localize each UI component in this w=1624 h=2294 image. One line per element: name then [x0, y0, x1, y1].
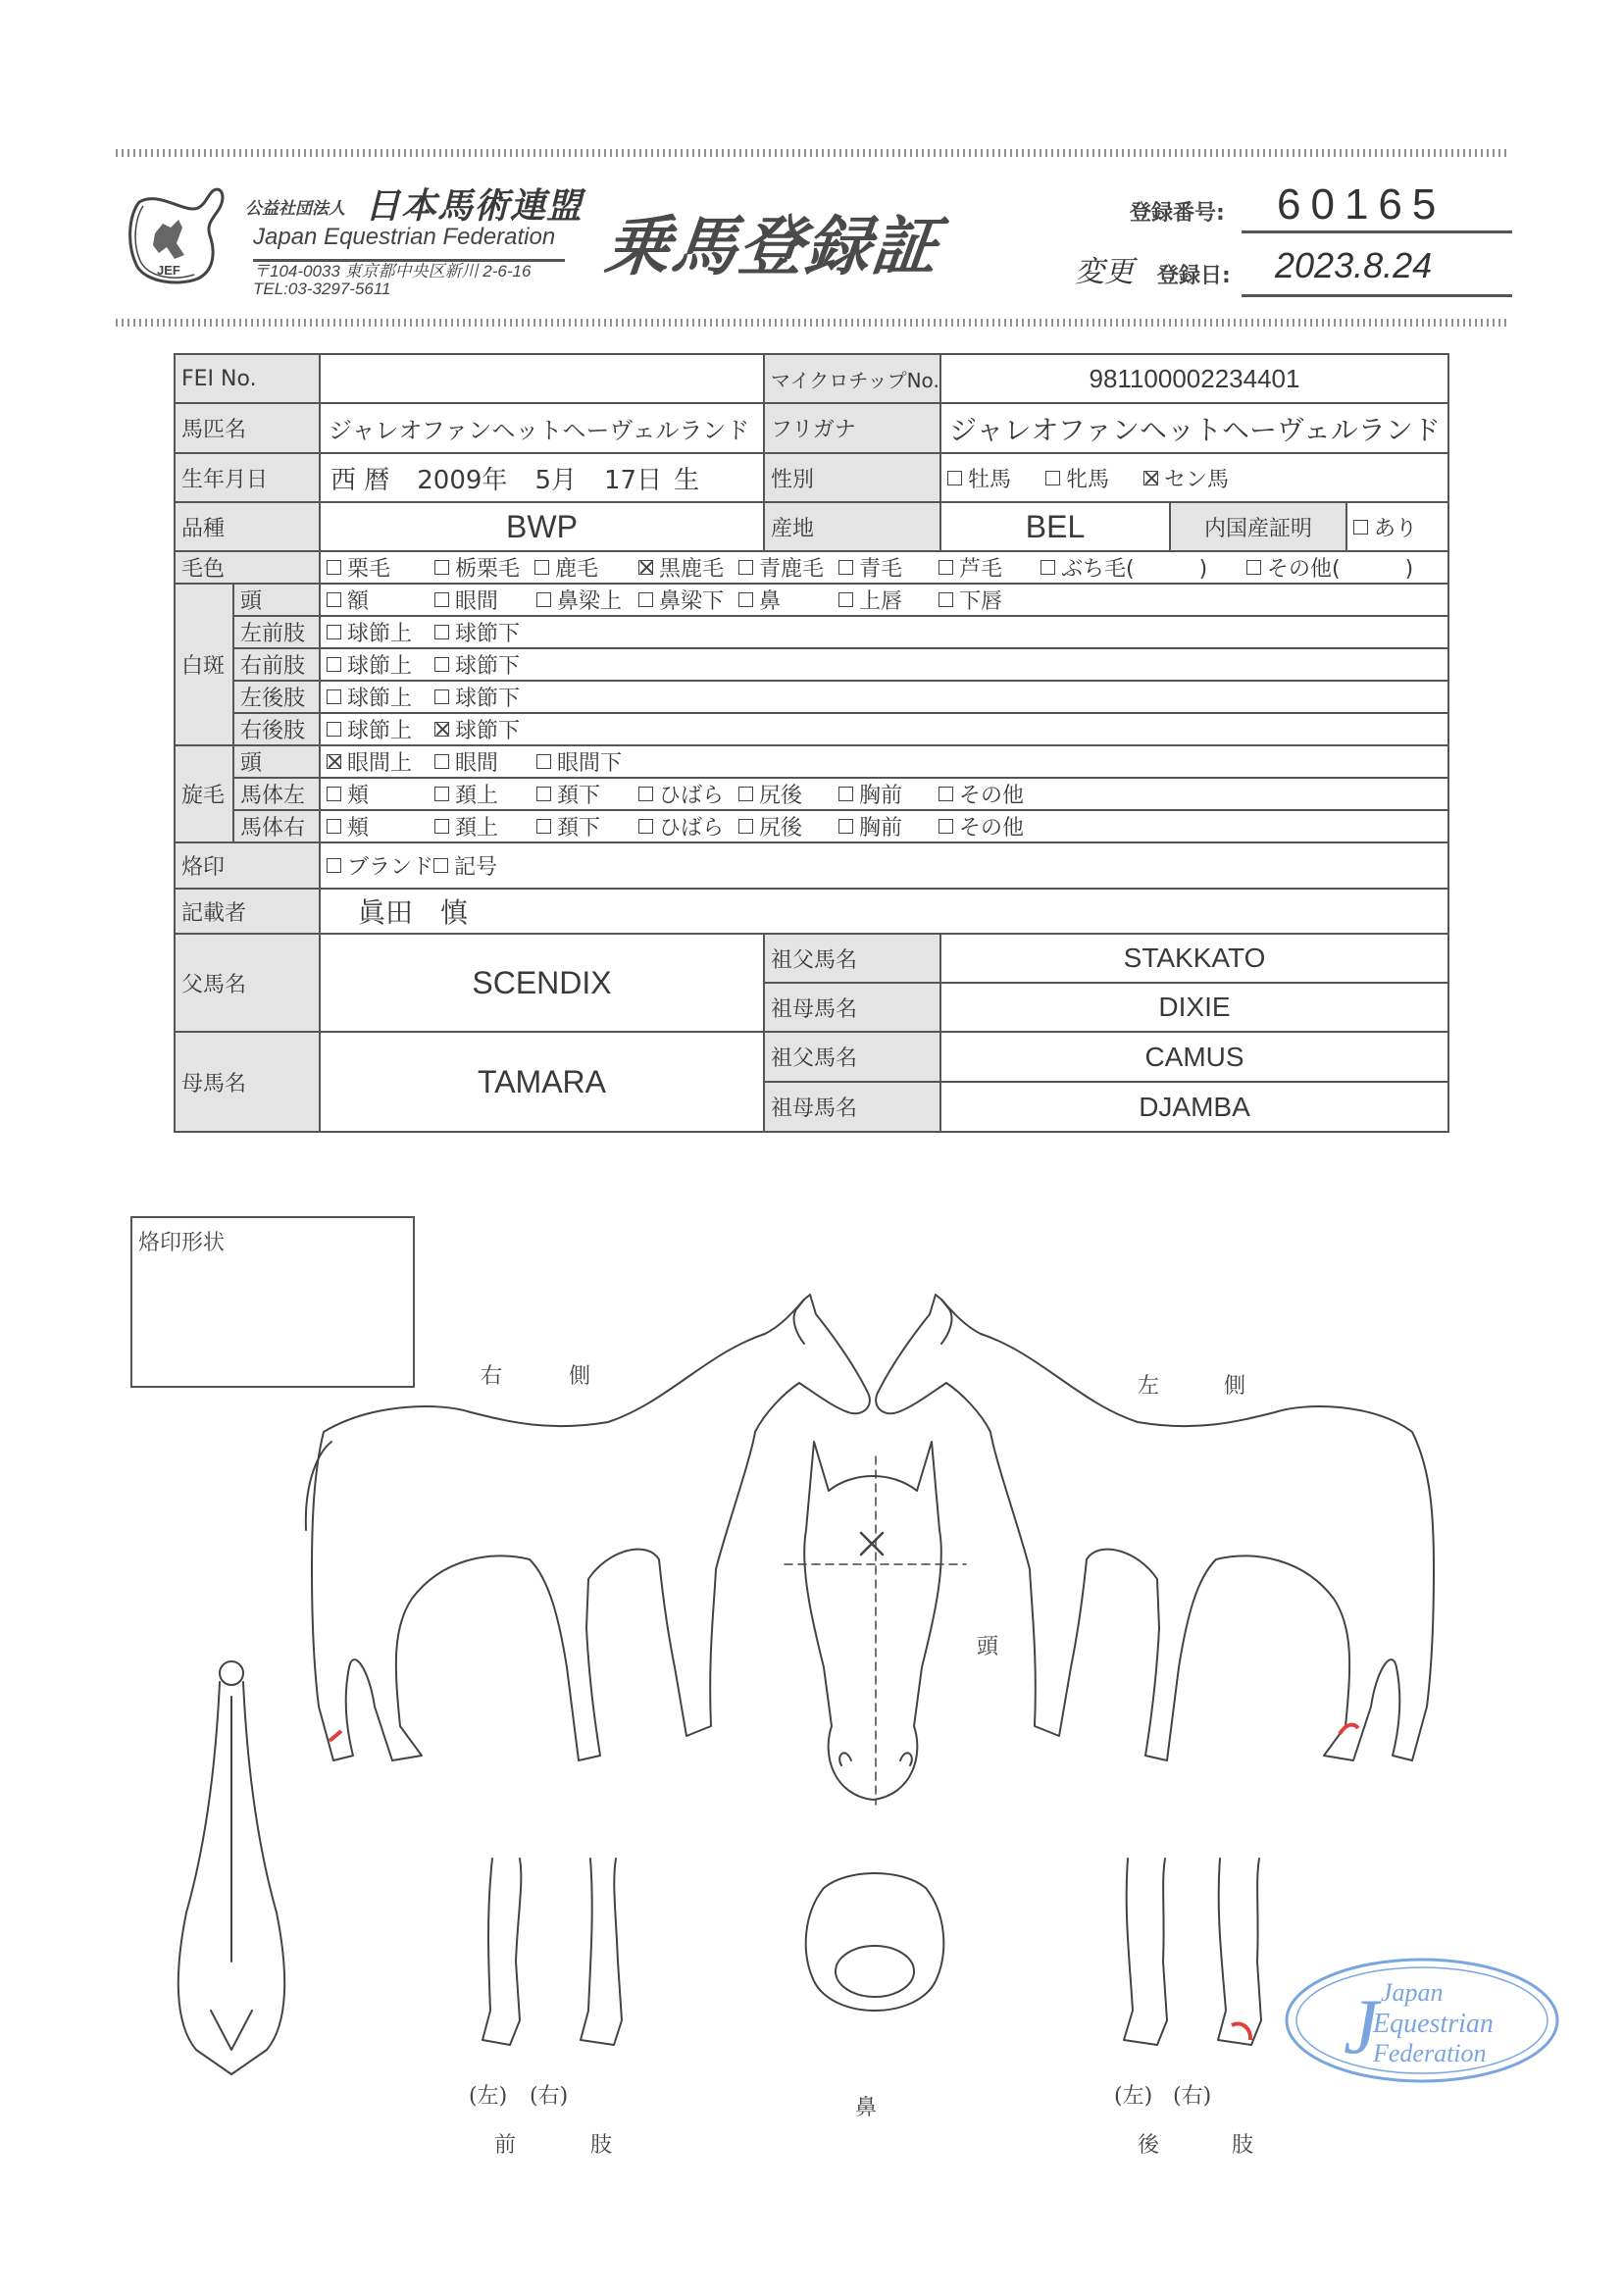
svg-text:JEF: JEF [157, 263, 180, 278]
head-label: 頭 [977, 1635, 999, 1659]
birthdate-label: 生年月日 [174, 452, 321, 503]
sex-option-stallion[interactable]: 牡馬 [947, 463, 1045, 493]
marking-annotations [330, 1725, 1358, 2040]
option[interactable]: その他 [939, 779, 1024, 809]
white-lh-label: 左後肢 [232, 680, 321, 714]
svg-text:Federation: Federation [1373, 2039, 1487, 2067]
svg-text:Japan: Japan [1381, 1978, 1444, 2007]
option[interactable]: 鼻梁下 [638, 585, 738, 615]
org-name-en: Japan Equestrian Federation [253, 224, 556, 250]
sire-granddam-value: DIXIE [939, 982, 1449, 1033]
birthdate-month: 5月 [534, 465, 577, 495]
coat-option[interactable]: 青鹿毛 [738, 552, 838, 583]
whorl-left-label: 馬体左 [232, 777, 321, 811]
birthdate-year: 2009年 [417, 465, 508, 495]
coat-color-label: 毛色 [174, 550, 321, 585]
breed-label: 品種 [174, 501, 321, 552]
option[interactable]: ブランド [327, 850, 433, 881]
whorl-right-label: 馬体右 [232, 809, 321, 843]
sex-option-mare[interactable]: 牝馬 [1045, 463, 1143, 493]
white-rf-label: 右前肢 [232, 647, 321, 682]
furigana-label: フリガナ [763, 402, 941, 454]
address-line: 〒104-0033 東京都中央区新川 2-6-16 [253, 262, 532, 280]
org-prefix: 公益社団法人 [245, 199, 345, 219]
registration-date-label: 登録日: [1157, 264, 1231, 288]
recorder-value: 眞田 慎 [319, 888, 1449, 935]
svg-text:J: J [1344, 1984, 1379, 2070]
option[interactable]: 頬 [327, 779, 434, 809]
option[interactable]: 頚下 [536, 779, 638, 809]
forelimbs-icon [482, 1859, 622, 2045]
option[interactable]: ひばら [638, 811, 738, 841]
option-checked[interactable]: 球節下 [434, 714, 520, 744]
option[interactable]: その他 [939, 811, 1024, 841]
red-mark-right-side-hind [330, 1731, 341, 1741]
sire-granddam-label: 祖母馬名 [763, 982, 941, 1033]
option[interactable]: 眼間 [434, 746, 536, 777]
origin-label: 産地 [763, 501, 941, 552]
horse-left-side-icon [876, 1295, 1434, 1760]
birthdate-era: 西 暦 [330, 465, 390, 495]
white-lf-label: 左前肢 [232, 615, 321, 649]
option[interactable]: 頚上 [434, 811, 536, 841]
white-rh-label: 右後肢 [232, 712, 321, 746]
coat-option[interactable]: 青毛 [838, 552, 939, 583]
hindlimbs-icon [1124, 1859, 1261, 2045]
horse-head-front-icon [785, 1442, 966, 1805]
hindlimb-left-label: (左) [1114, 2084, 1153, 2109]
horse-top-view-icon [178, 1661, 284, 2074]
sire-grandsire-label: 祖父馬名 [763, 933, 941, 984]
option[interactable]: 頚下 [536, 811, 638, 841]
dam-grandsire-value: CAMUS [939, 1031, 1449, 1083]
option[interactable]: 球節上 [327, 649, 434, 680]
option[interactable]: 頬 [327, 811, 434, 841]
option[interactable]: 球節下 [434, 617, 520, 647]
horse-right-side-icon [306, 1295, 870, 1760]
domestic-cert-label: 内国産証明 [1169, 501, 1347, 552]
document-title: 乗馬登録証 [601, 209, 943, 284]
option[interactable]: 球節上 [327, 714, 434, 744]
microchip-label: マイクロチップNo. [763, 353, 941, 404]
forelimb-right-label: (右) [530, 2084, 569, 2109]
coat-option[interactable]: 栃栗毛 [434, 552, 534, 583]
recorder-label: 記載者 [174, 888, 321, 935]
white-markings-label: 白斑 [174, 583, 234, 746]
whorls-label: 旋毛 [174, 744, 234, 843]
option[interactable]: 鼻梁上 [536, 585, 638, 615]
horse-nose-icon [806, 1873, 944, 2011]
option[interactable]: 下唇 [939, 585, 1002, 615]
coat-option[interactable]: 栗毛 [327, 552, 434, 583]
hindlimb-right-label: (右) [1173, 2084, 1212, 2109]
option[interactable]: 眼間下 [536, 746, 622, 777]
option[interactable]: 球節下 [434, 682, 520, 712]
svg-text:Equestrian: Equestrian [1373, 2009, 1494, 2039]
dam-granddam-label: 祖母馬名 [763, 1081, 941, 1133]
coat-option[interactable]: ぶち毛( ) [1040, 552, 1246, 583]
horse-name-value: ジャレオファンヘットヘーヴェルランド [319, 402, 765, 454]
sire-grandsire-value: STAKKATO [939, 933, 1449, 984]
sire-label: 父馬名 [174, 933, 321, 1033]
right-side-label-2: 側 [569, 1364, 591, 1389]
coat-option[interactable]: 鹿毛 [534, 552, 638, 583]
forelimb-caption-2: 肢 [590, 2133, 613, 2158]
tel-line: TEL:03-3297-5611 [253, 280, 391, 298]
registration-number-label: 登録番号: [1130, 201, 1225, 226]
option[interactable]: 球節下 [434, 649, 520, 680]
hindlimb-caption-2: 肢 [1232, 2133, 1254, 2158]
dam-value: TAMARA [319, 1031, 765, 1133]
microchip-value: 981100002234401 [939, 353, 1449, 404]
whorl-head-label: 頭 [232, 744, 321, 779]
breed-value: BWP [319, 501, 765, 552]
dam-granddam-value: DJAMBA [939, 1081, 1449, 1133]
coat-option[interactable]: 芦毛 [939, 552, 1040, 583]
sex-label: 性別 [763, 452, 941, 503]
jef-seal-stamp-icon [1275, 1950, 1559, 2087]
nose-label: 鼻 [855, 2096, 878, 2120]
brand-label: 烙印 [174, 841, 321, 890]
option[interactable]: 胸前 [838, 811, 939, 841]
fei-label: FEI No. [174, 353, 321, 404]
birthdate-suffix: 生 [674, 465, 700, 495]
dam-grandsire-label: 祖父馬名 [763, 1031, 941, 1083]
handwritten-change-note: 変更 [1075, 255, 1134, 289]
option[interactable]: 尻後 [738, 811, 838, 841]
sire-value: SCENDIX [319, 933, 765, 1033]
forelimb-left-label: (左) [469, 2084, 508, 2109]
horse-name-label: 馬匹名 [174, 402, 321, 454]
left-side-label-1: 左 [1138, 1374, 1160, 1399]
right-side-label-1: 右 [481, 1364, 503, 1389]
coat-option-checked[interactable]: 黒鹿毛 [638, 552, 738, 583]
brand-shape-label: 烙印形状 [138, 1231, 226, 1255]
option[interactable]: 頚上 [434, 779, 536, 809]
org-name-jp: 日本馬術連盟 [365, 186, 584, 227]
white-head-label: 頭 [232, 583, 321, 617]
option[interactable]: 上唇 [838, 585, 939, 615]
option[interactable]: 鼻 [738, 585, 838, 615]
option[interactable]: 尻後 [738, 779, 838, 809]
hindlimb-caption-1: 後 [1138, 2133, 1160, 2158]
registration-date: 2023.8.24 [1275, 245, 1433, 285]
option[interactable]: 胸前 [838, 779, 939, 809]
red-mark-hindlimb-right [1232, 2023, 1250, 2040]
forelimb-caption-1: 前 [494, 2133, 517, 2158]
left-side-label-2: 側 [1224, 1374, 1246, 1399]
sex-option-gelding[interactable]: セン馬 [1143, 463, 1229, 493]
option-checked[interactable]: 眼間上 [327, 746, 434, 777]
birthdate-day: 17日 [603, 465, 663, 495]
domestic-cert-option[interactable]: あり [1345, 501, 1449, 552]
option[interactable]: 球節上 [327, 682, 434, 712]
coat-option[interactable]: その他( ) [1246, 552, 1413, 583]
option[interactable]: 記号 [433, 850, 497, 881]
option[interactable]: ひばら [638, 779, 738, 809]
option[interactable]: 眼間 [434, 585, 536, 615]
furigana-value: ジャレオファンヘットヘーヴェルランド [939, 402, 1449, 454]
option[interactable]: 額 [327, 585, 434, 615]
dam-label: 母馬名 [174, 1031, 321, 1133]
origin-value: BEL [939, 501, 1171, 552]
registration-number: 60165 [1277, 180, 1446, 229]
red-mark-left-side-hind [1340, 1725, 1358, 1734]
option[interactable]: 球節上 [327, 617, 434, 647]
